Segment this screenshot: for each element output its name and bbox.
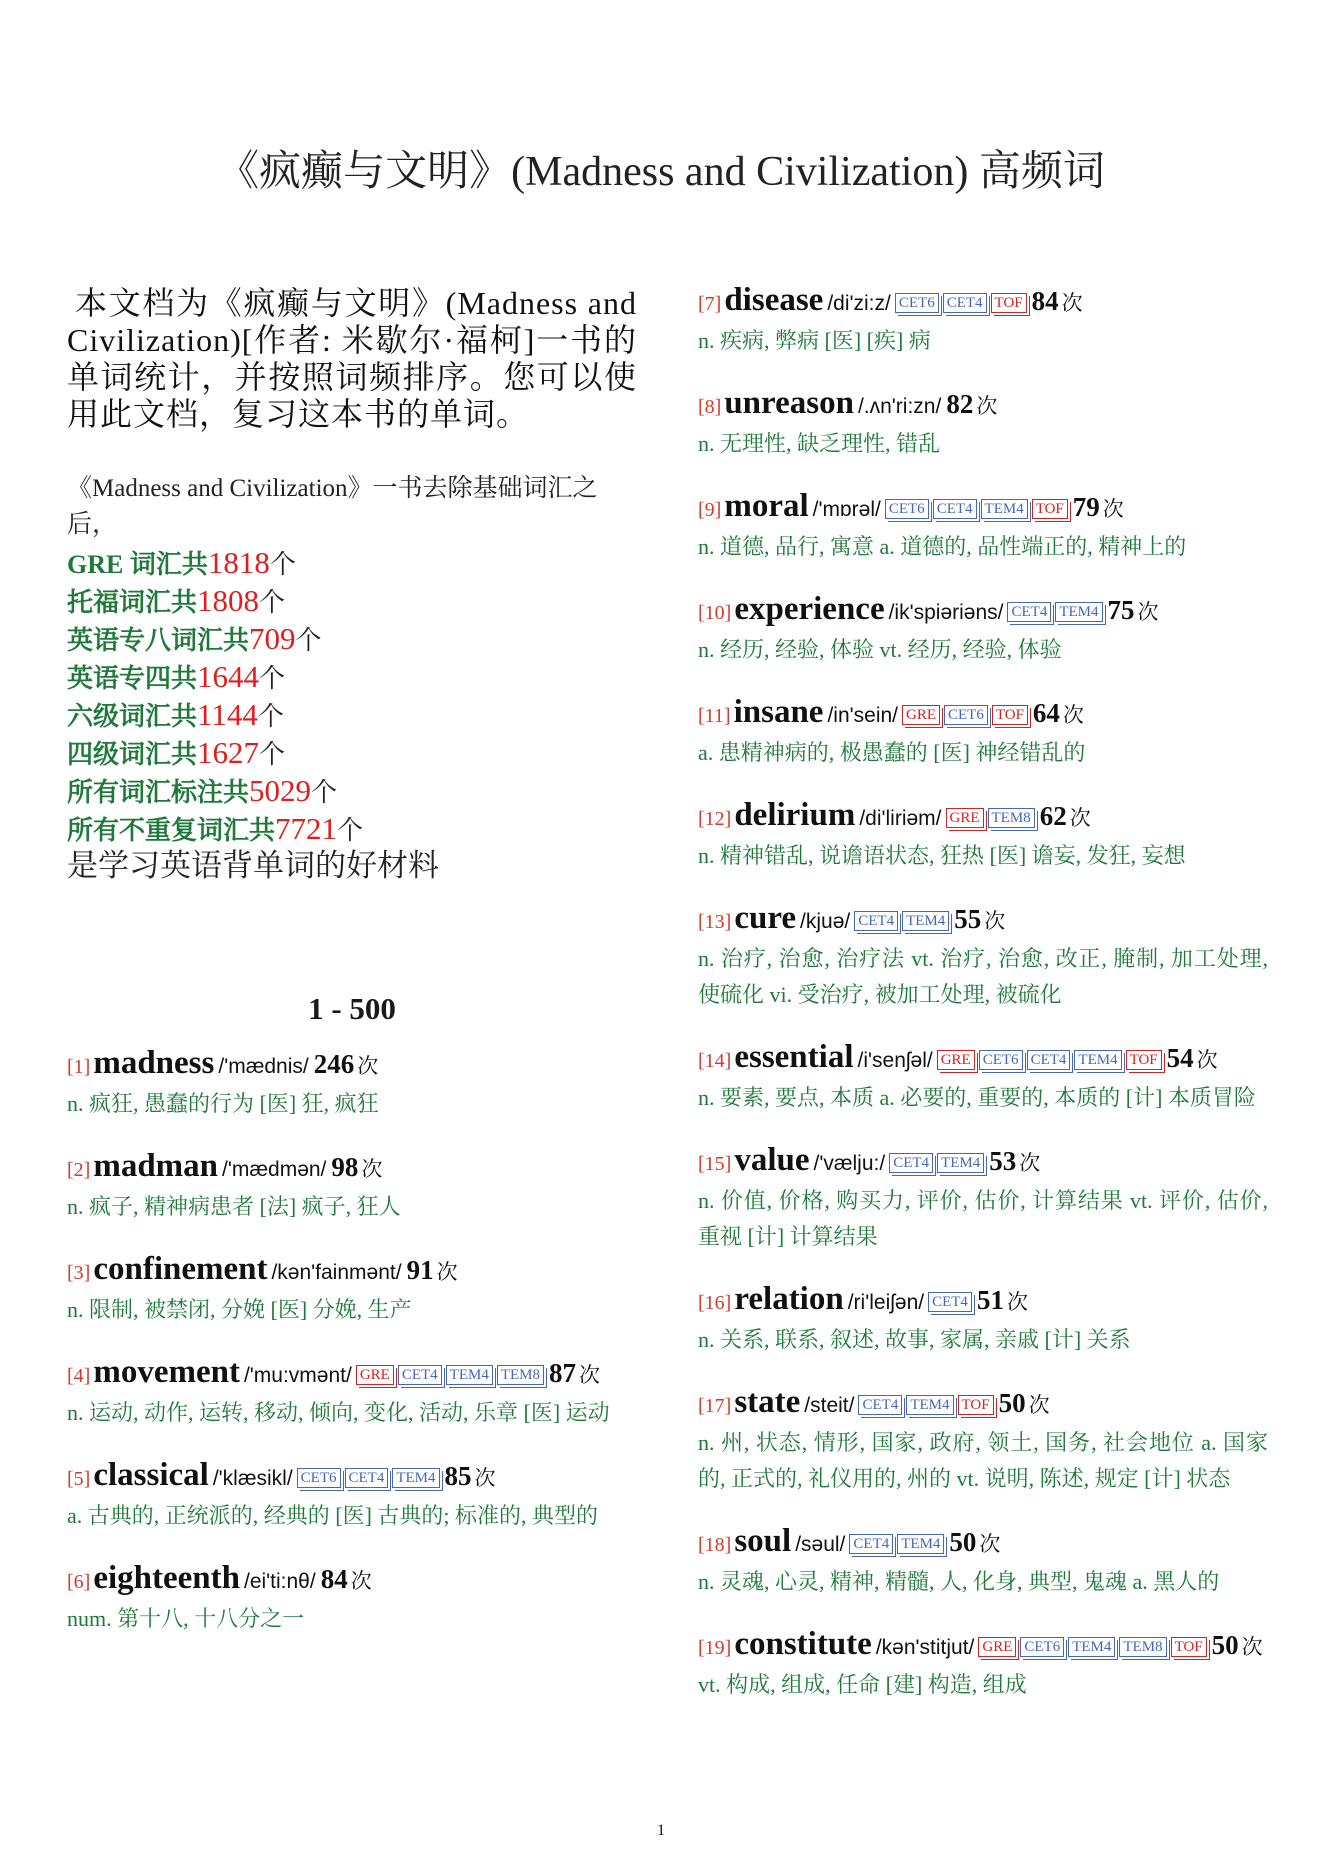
exam-tag: CET4 [1027,1050,1071,1070]
stats-list [67,545,637,849]
entry-word: movement [93,1354,240,1390]
entry-head [698,488,1268,529]
exam-tag: CET6 [1020,1637,1064,1657]
word-entry [698,900,1268,1013]
exam-tag: TEM4 [392,1468,439,1488]
entry-phonetic: /ri'leiʃən/ [847,1291,925,1314]
entry-meaning: n. 治疗, 治愈, 治疗法 vt. 治疗, 治愈, 改正, 腌制, 加工处理, 使硫化 vi. 受治疗, 被加工处理, 被硫化 [698,946,1268,1007]
right-column [698,282,1268,1729]
entry-frequency: 87 [549,1358,577,1388]
word-entry [67,1251,637,1328]
entry-head [698,1626,1268,1667]
entry-head [67,1560,637,1601]
entry-index: [9] [698,499,722,521]
entry-phonetic: /.ʌn'ri:zn/ [857,395,942,418]
entry-meaning: n. 州, 状态, 情形, 国家, 政府, 领土, 国务, 社会地位 a. 国家的, 正式的, 礼仪用的, 州的 vt. 说明, 陈述, 规定 [计] 状态 [698,1430,1268,1491]
word-entry [698,488,1268,565]
stat-label: 所有词汇标注共 [67,778,250,807]
entry-index: [19] [698,1637,732,1659]
left-column [67,285,637,1663]
entry-head [698,385,1268,426]
exam-tag: CET4 [398,1365,442,1385]
entry-index: [6] [67,1571,91,1593]
word-entry [698,694,1268,771]
entry-frequency: 84 [320,1564,348,1594]
exam-tag: CET4 [858,1395,902,1415]
entry-word: state [734,1384,801,1420]
stat-unit: 个 [295,626,322,655]
entry-index: [10] [698,602,732,624]
exam-tag: CET6 [885,499,929,519]
frequency-unit: 次 [1028,1393,1050,1417]
entry-frequency: 246 [313,1049,355,1079]
entry-phonetic: /i'senʃəl/ [857,1049,933,1072]
exam-tag: TOF [991,293,1027,313]
stat-unit: 个 [259,664,286,693]
frequency-unit: 次 [1062,703,1084,727]
entry-phonetic: /'vælju:/ [813,1152,886,1175]
entry-word: classical [93,1457,209,1493]
stat-unit: 个 [257,702,284,731]
stat-count: 709 [249,621,296,656]
word-entry [698,1039,1268,1116]
entry-word: cure [734,900,797,936]
entry-index: [15] [698,1153,732,1175]
entry-index: [12] [698,808,732,830]
word-entry [67,1457,637,1534]
exam-tag: TOF [958,1395,994,1415]
frequency-unit: 次 [1241,1635,1263,1659]
exam-tag: CET6 [979,1050,1023,1070]
exam-tag: TEM4 [937,1153,984,1173]
entry-head [698,1523,1268,1564]
exam-tag: TEM4 [446,1365,493,1385]
word-entry [698,1523,1268,1600]
stat-count: 5029 [249,773,312,808]
entry-frequency: 82 [946,389,974,419]
entry-head [698,1142,1268,1183]
entry-phonetic: /steit/ [804,1394,855,1417]
word-entry [698,385,1268,462]
stat-label: 英语专八词汇共 [67,626,250,655]
entry-meaning: n. 道德, 品行, 寓意 a. 道德的, 品性端正的, 精神上的 [698,534,1187,559]
entry-word: madman [93,1148,219,1184]
exam-tag: GRE [356,1365,394,1385]
entry-head [67,1354,637,1395]
entry-head [698,694,1268,735]
entry-head [67,1148,637,1189]
entry-index: [11] [698,705,731,727]
exam-tag: CET4 [849,1534,893,1554]
stat-line [67,583,637,621]
entry-word: confinement [93,1251,268,1287]
entry-index: [7] [698,293,722,315]
word-entry [698,282,1268,359]
frequency-unit: 次 [1102,497,1124,521]
stat-count: 1808 [197,583,260,618]
frequency-unit: 次 [474,1466,496,1490]
entry-frequency: 54 [1166,1043,1194,1073]
entry-index: [3] [67,1262,91,1284]
entry-head [698,1039,1268,1080]
stat-unit: 个 [337,816,364,845]
exam-tag: TOF [1126,1050,1162,1070]
exam-tag: CET4 [1007,602,1051,622]
stat-label: 六级词汇共 [67,702,198,731]
entry-frequency: 62 [1039,801,1067,831]
closing-line: 是学习英语背单词的好材料 [67,848,439,883]
stat-label: 英语专四共 [67,664,198,693]
entry-meaning: a. 患精神病的, 极愚蠢的 [医] 神经错乱的 [698,740,1086,765]
entry-word: essential [734,1039,854,1075]
entry-list-right [698,282,1268,1703]
entry-word: value [734,1142,810,1178]
entry-meaning: n. 要素, 要点, 本质 a. 必要的, 重要的, 本质的 [计] 本质冒险 [698,1085,1256,1110]
entry-index: [13] [698,911,732,933]
page-number: 1 [657,1822,665,1839]
exam-tag: CET6 [944,705,988,725]
entry-list-left [67,1045,637,1637]
stat-unit: 个 [259,740,286,769]
entry-head [698,1384,1268,1425]
stat-count: 1144 [197,697,258,732]
entry-frequency: 75 [1107,595,1135,625]
stat-line [67,621,637,659]
entry-phonetic: /'mædmən/ [222,1158,327,1181]
entry-index: [2] [67,1159,91,1181]
entry-frequency: 53 [989,1146,1017,1176]
entry-meaning: n. 运动, 动作, 运转, 移动, 倾向, 变化, 活动, 乐章 [医] 运动 [67,1400,610,1425]
word-entry [698,1281,1268,1358]
word-entry [698,1142,1268,1255]
entry-head [698,591,1268,632]
frequency-unit: 次 [1006,1290,1028,1314]
entry-frequency: 79 [1072,492,1100,522]
entry-meaning: vt. 构成, 组成, 任命 [建] 构造, 组成 [698,1672,1027,1697]
exam-tag: TEM8 [988,808,1035,828]
entry-word: relation [734,1281,844,1317]
frequency-unit: 次 [1196,1048,1218,1072]
entry-meaning: n. 限制, 被禁闭, 分娩 [医] 分娩, 生产 [67,1297,412,1322]
frequency-unit: 次 [984,909,1006,933]
exam-tag: GRE [902,705,940,725]
entry-meaning: n. 经历, 经验, 体验 vt. 经历, 经验, 体验 [698,637,1062,662]
stat-count: 7721 [275,811,338,846]
entry-phonetic: /di'liriəm/ [859,807,942,830]
entry-word: delirium [734,797,856,833]
exam-tag: TOF [1171,1637,1207,1657]
entry-meaning: n. 无理性, 缺乏理性, 错乱 [698,431,941,456]
page-title: 《疯癫与文明》(Madness and Civilization) 高频词 [217,149,1105,195]
entry-index: [16] [698,1292,732,1314]
entry-phonetic: /kən'stitjut/ [875,1636,975,1659]
exam-tag: GRE [946,808,984,828]
word-entry [698,797,1268,874]
frequency-unit: 次 [579,1363,601,1387]
entry-word: moral [724,488,809,524]
stat-label: GRE 词汇共 [67,550,208,579]
word-entry [67,1148,637,1225]
description: 《Madness and Civilization》一书去除基础词汇之后， [67,475,598,538]
stat-label: 四级词汇共 [67,740,198,769]
exam-tag: TEM8 [497,1365,544,1385]
entry-frequency: 98 [331,1152,359,1182]
entry-frequency: 64 [1032,698,1060,728]
entry-phonetic: /'mu:vmənt/ [243,1364,352,1387]
entry-index: [8] [698,396,722,418]
word-entry [698,1384,1268,1497]
entry-meaning: n. 精神错乱, 说谵语状态, 狂热 [医] 谵妄, 发狂, 妄想 [698,843,1186,868]
entry-phonetic: /di'zi:z/ [827,292,891,315]
exam-tag: CET6 [895,293,939,313]
entry-frequency: 50 [998,1388,1026,1418]
entry-index: [1] [67,1056,91,1078]
stat-label: 所有不重复词汇共 [67,816,276,845]
stat-unit: 个 [259,588,286,617]
entry-head [698,797,1268,838]
word-entry [67,1354,637,1431]
exam-tag: CET4 [345,1468,389,1488]
entry-word: disease [724,282,824,318]
frequency-unit: 次 [350,1569,372,1593]
exam-tag: CET4 [928,1292,972,1312]
entry-meaning: n. 关系, 联系, 叙述, 故事, 家属, 亲戚 [计] 关系 [698,1327,1131,1352]
frequency-unit: 次 [361,1157,383,1181]
frequency-unit: 次 [357,1054,379,1078]
exam-tag: CET4 [854,911,898,931]
entry-meaning: num. 第十八, 十八分之一 [67,1606,305,1631]
exam-tag: TEM8 [1119,1637,1166,1657]
stat-unit: 个 [311,778,338,807]
exam-tag: CET6 [297,1468,341,1488]
exam-tag: TEM4 [1068,1637,1115,1657]
word-entry [67,1045,637,1122]
entry-index: [4] [67,1365,91,1387]
entry-meaning: a. 古典的, 正统派的, 经典的 [医] 古典的; 标准的, 典型的 [67,1503,599,1528]
stat-count: 1818 [207,545,270,580]
frequency-unit: 次 [1069,806,1091,830]
entry-phonetic: /'klæsikl/ [212,1467,293,1490]
stat-line [67,659,637,697]
entry-head [698,900,1268,941]
frequency-unit: 次 [976,394,998,418]
entry-meaning: n. 疯狂, 愚蠢的行为 [医] 狂, 疯狂 [67,1091,379,1116]
stat-count: 1644 [197,659,260,694]
entry-meaning: n. 疾病, 弊病 [医] [疾] 病 [698,328,931,353]
entry-head [698,282,1268,323]
stat-line [67,735,637,773]
stat-line [67,773,637,811]
entry-index: [5] [67,1468,91,1490]
entry-word: eighteenth [93,1560,240,1596]
entry-phonetic: /səul/ [795,1533,846,1556]
word-entry [698,1626,1268,1703]
exam-tag: TEM4 [1074,1050,1121,1070]
word-entry [67,1560,637,1637]
exam-tag: TEM4 [902,911,949,931]
intro-paragraph: 本文档为《疯癫与文明》(Madness and Civilization)[作者: 米歇尔·福柯]一书的单词统计，并按照词频排序。您可以使用此文档，复习这本书的单词。 [67,285,637,432]
entry-phonetic: /ik'spiəriəns/ [888,601,1004,624]
entry-word: experience [734,591,885,627]
entry-phonetic: /ei'ti:nθ/ [243,1570,316,1593]
frequency-unit: 次 [1019,1151,1041,1175]
entry-head [698,1281,1268,1322]
exam-tag: TEM4 [981,499,1028,519]
entry-word: constitute [734,1626,872,1662]
entry-phonetic: /kjuə/ [800,910,851,933]
entry-head [67,1251,637,1292]
exam-tag: TEM4 [1055,602,1102,622]
entry-head [67,1045,637,1086]
entry-phonetic: /kən'fainmənt/ [271,1261,402,1284]
entry-frequency: 51 [976,1285,1004,1315]
entry-frequency: 91 [406,1255,434,1285]
exam-tag: CET4 [943,293,987,313]
stat-label: 托福词汇共 [67,588,198,617]
entry-meaning: n. 灵魂, 心灵, 精神, 精髓, 人, 化身, 典型, 鬼魂 a. 黑人的 [698,1569,1220,1594]
stat-line [67,811,637,849]
entry-phonetic: /in'sein/ [827,704,898,727]
entry-meaning: n. 疯子, 精神病患者 [法] 疯子, 狂人 [67,1194,401,1219]
stat-count: 1627 [197,735,260,770]
word-entry [698,591,1268,668]
exam-tag: CET4 [933,499,977,519]
frequency-unit: 次 [436,1260,458,1284]
stat-line [67,697,637,735]
exam-tag: CET4 [889,1153,933,1173]
entry-frequency: 84 [1031,286,1059,316]
entry-frequency: 50 [1211,1630,1239,1660]
entry-index: [17] [698,1395,732,1417]
entry-frequency: 85 [444,1461,472,1491]
entry-index: [18] [698,1534,732,1556]
exam-tag: TEM4 [906,1395,953,1415]
exam-tag: GRE [978,1637,1016,1657]
frequency-unit: 次 [1061,291,1083,315]
stat-unit: 个 [269,550,296,579]
entry-word: soul [734,1523,792,1559]
entry-frequency: 50 [949,1527,977,1557]
entry-meaning: n. 价值, 价格, 购买力, 评价, 估价, 计算结果 vt. 评价, 估价, 重视 [计] 计算结果 [698,1188,1268,1249]
exam-tag: TOF [992,705,1028,725]
entry-word: madness [93,1045,215,1081]
frequency-unit: 次 [1137,600,1159,624]
exam-tag: TEM4 [897,1534,944,1554]
exam-tag: GRE [937,1050,975,1070]
frequency-unit: 次 [979,1532,1001,1556]
entry-phonetic: /'mɒrəl/ [812,498,881,521]
entry-head [67,1457,637,1498]
entry-phonetic: /'mædnis/ [218,1055,309,1078]
entry-frequency: 55 [954,904,982,934]
stat-line [67,545,637,583]
entry-word: unreason [724,385,854,421]
entry-index: [14] [698,1050,732,1072]
exam-tag: TOF [1032,499,1068,519]
range-heading: 1 - 500 [308,991,396,1026]
entry-word: insane [733,694,824,730]
